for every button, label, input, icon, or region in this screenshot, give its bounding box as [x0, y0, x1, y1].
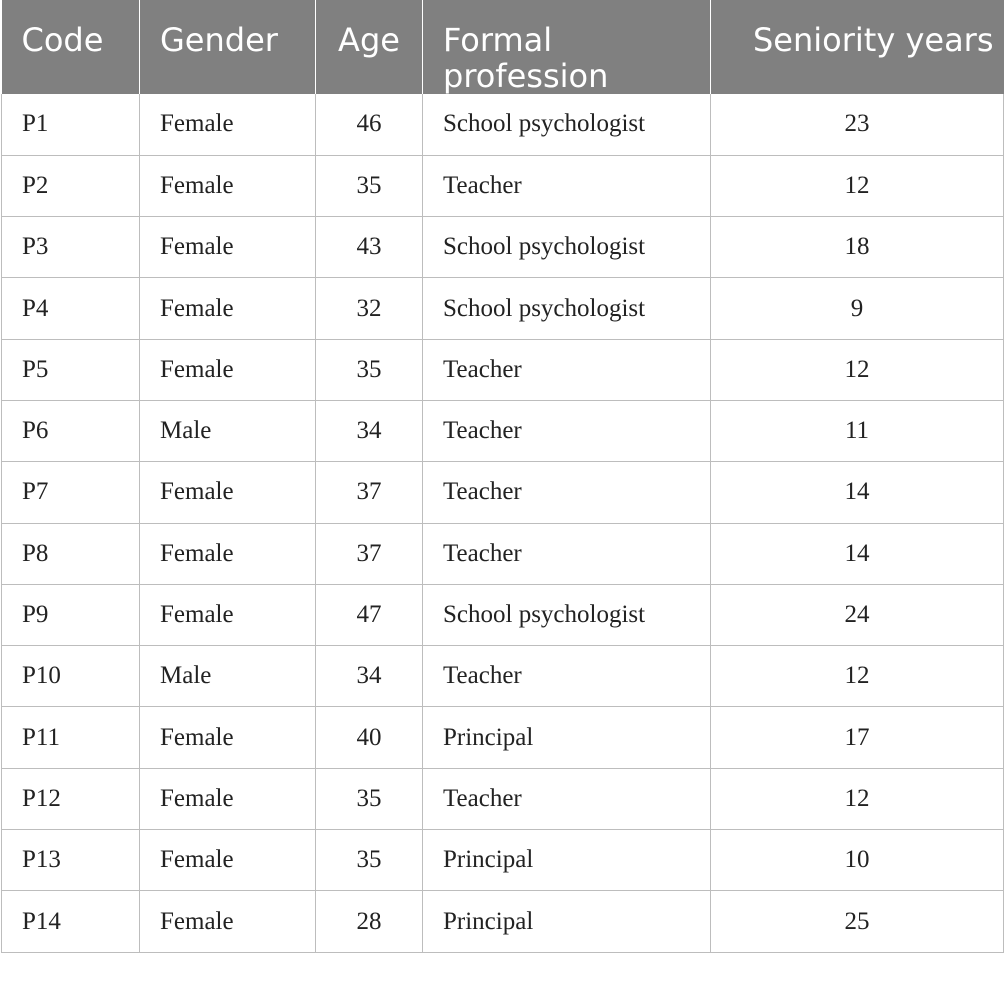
- cell-formal-profession: Principal: [423, 891, 711, 952]
- cell-age: 37: [316, 462, 423, 523]
- cell-gender: Female: [140, 278, 316, 339]
- table-header: [2, 0, 1004, 94]
- table-row: [2, 462, 1004, 523]
- cell-formal-profession: Teacher: [423, 523, 711, 584]
- cell-seniority-years: 14: [711, 523, 1004, 584]
- cell-code: P4: [2, 278, 140, 339]
- cell-code: P2: [2, 155, 140, 216]
- cell-code: P8: [2, 523, 140, 584]
- table-row: [2, 584, 1004, 645]
- cell-code: P12: [2, 768, 140, 829]
- cell-gender: Female: [140, 94, 316, 155]
- cell-code: P3: [2, 217, 140, 278]
- cell-gender: Male: [140, 646, 316, 707]
- cell-age: 28: [316, 891, 423, 952]
- header-gender: Gender: [140, 0, 316, 94]
- cell-code: P10: [2, 646, 140, 707]
- cell-age: 35: [316, 768, 423, 829]
- cell-code: P9: [2, 584, 140, 645]
- cell-formal-profession: School psychologist: [423, 278, 711, 339]
- cell-gender: Female: [140, 707, 316, 768]
- cell-formal-profession: Teacher: [423, 646, 711, 707]
- table-row: [2, 339, 1004, 400]
- cell-code: P11: [2, 707, 140, 768]
- cell-code: P6: [2, 400, 140, 461]
- cell-formal-profession: Teacher: [423, 768, 711, 829]
- header-code: Code: [2, 0, 140, 94]
- cell-gender: Female: [140, 462, 316, 523]
- table-row: [2, 768, 1004, 829]
- cell-seniority-years: 24: [711, 584, 1004, 645]
- cell-formal-profession: School psychologist: [423, 584, 711, 645]
- table-row: [2, 400, 1004, 461]
- table-row: [2, 646, 1004, 707]
- cell-gender: Female: [140, 217, 316, 278]
- table-row: [2, 278, 1004, 339]
- cell-formal-profession: Teacher: [423, 400, 711, 461]
- cell-seniority-years: 17: [711, 707, 1004, 768]
- cell-age: 35: [316, 339, 423, 400]
- cell-age: 37: [316, 523, 423, 584]
- cell-gender: Female: [140, 891, 316, 952]
- cell-age: 47: [316, 584, 423, 645]
- table-row: [2, 155, 1004, 216]
- table-row: [2, 830, 1004, 891]
- cell-code: P7: [2, 462, 140, 523]
- cell-gender: Female: [140, 830, 316, 891]
- header-age: Age: [316, 0, 423, 94]
- cell-gender: Female: [140, 339, 316, 400]
- cell-age: 40: [316, 707, 423, 768]
- cell-age: 32: [316, 278, 423, 339]
- header-formal-profession: Formal profession: [423, 0, 711, 94]
- cell-age: 43: [316, 217, 423, 278]
- cell-code: P5: [2, 339, 140, 400]
- cell-gender: Female: [140, 523, 316, 584]
- cell-gender: Female: [140, 768, 316, 829]
- cell-formal-profession: Teacher: [423, 155, 711, 216]
- cell-seniority-years: 11: [711, 400, 1004, 461]
- cell-formal-profession: Principal: [423, 707, 711, 768]
- header-row: [2, 0, 1004, 94]
- table-row: [2, 94, 1004, 155]
- header-seniority-years: Seniority years: [711, 0, 1004, 94]
- cell-seniority-years: 14: [711, 462, 1004, 523]
- table-body: [2, 94, 1004, 952]
- cell-seniority-years: 25: [711, 891, 1004, 952]
- cell-seniority-years: 9: [711, 278, 1004, 339]
- cell-code: P1: [2, 94, 140, 155]
- cell-gender: Female: [140, 155, 316, 216]
- cell-seniority-years: 23: [711, 94, 1004, 155]
- cell-seniority-years: 12: [711, 155, 1004, 216]
- cell-formal-profession: Teacher: [423, 339, 711, 400]
- cell-gender: Male: [140, 400, 316, 461]
- cell-age: 46: [316, 94, 423, 155]
- cell-gender: Female: [140, 584, 316, 645]
- table-row: [2, 217, 1004, 278]
- cell-formal-profession: School psychologist: [423, 217, 711, 278]
- cell-formal-profession: Principal: [423, 830, 711, 891]
- cell-code: P13: [2, 830, 140, 891]
- table-row: [2, 523, 1004, 584]
- cell-seniority-years: 12: [711, 339, 1004, 400]
- cell-seniority-years: 12: [711, 768, 1004, 829]
- table-row: [2, 891, 1004, 952]
- cell-age: 34: [316, 646, 423, 707]
- cell-formal-profession: Teacher: [423, 462, 711, 523]
- cell-age: 34: [316, 400, 423, 461]
- cell-formal-profession: School psychologist: [423, 94, 711, 155]
- cell-code: P14: [2, 891, 140, 952]
- cell-seniority-years: 12: [711, 646, 1004, 707]
- participants-table: [1, 0, 1004, 953]
- table-row: [2, 707, 1004, 768]
- cell-age: 35: [316, 830, 423, 891]
- cell-seniority-years: 18: [711, 217, 1004, 278]
- cell-seniority-years: 10: [711, 830, 1004, 891]
- cell-age: 35: [316, 155, 423, 216]
